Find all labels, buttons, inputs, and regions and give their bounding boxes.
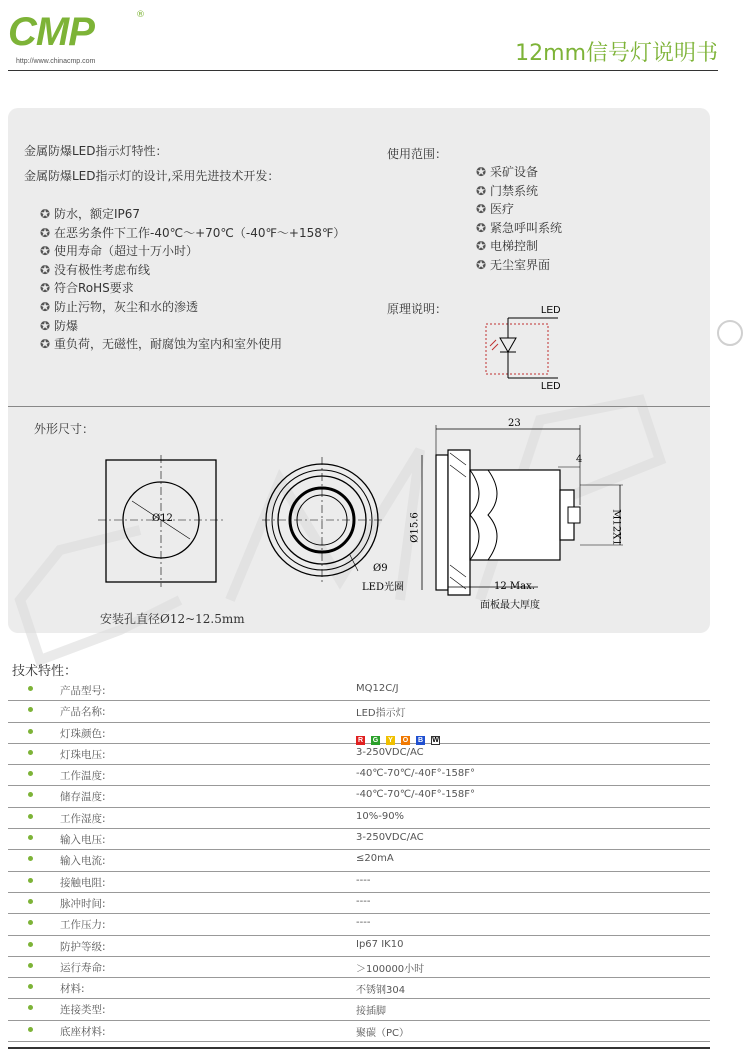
- spec-value: ----: [356, 917, 371, 929]
- bullet-dot-icon: [28, 984, 33, 989]
- spec-label: 防护等级:: [60, 940, 106, 953]
- feature-text: 符合RoHS要求: [54, 281, 134, 296]
- dimensions-title: 外形尺寸：: [34, 422, 95, 436]
- feature-text: 没有极性考虑布线: [54, 262, 151, 277]
- logo-url: http://www.chinacmp.com: [16, 58, 96, 65]
- usage-text: 采矿设备: [490, 165, 539, 179]
- bullet-dot-icon: [28, 771, 33, 776]
- cmp-logo: [8, 10, 148, 65]
- spec-value: ＞100000小时: [356, 963, 425, 975]
- spec-value: -40℃-70℃/-40F°-158F°: [356, 789, 476, 801]
- spec-row: [8, 723, 710, 744]
- spec-label: 脉冲时间:: [60, 897, 106, 910]
- spec-row: [8, 957, 710, 978]
- features-description: 金属防爆LED指示灯的设计,采用先进技术开发：: [24, 169, 280, 183]
- specs-title: 技术特性：: [12, 664, 78, 679]
- bullet-dot-icon: [28, 814, 33, 819]
- spec-value: 聚碳（PC）: [356, 1027, 410, 1039]
- feature-item: [40, 205, 140, 222]
- spec-label: 产品型号:: [60, 685, 106, 697]
- spec-label: 材料:: [60, 983, 85, 996]
- spec-label: 储存温度:: [60, 791, 106, 804]
- page-title: 12mm信号灯说明书: [515, 41, 718, 66]
- star-bullet-icon: ✪: [476, 239, 487, 254]
- spec-value: MQ12C/J: [356, 683, 399, 694]
- spec-row: [8, 744, 710, 765]
- color-swatch-g: G: [372, 736, 379, 744]
- dim-4-label: 4: [576, 454, 583, 465]
- spec-row: [8, 829, 710, 850]
- bullet-dot-icon: [28, 942, 33, 947]
- length-23-label: 23: [508, 418, 521, 429]
- bullet-dot-icon: [28, 899, 33, 904]
- usage-item: [476, 200, 514, 217]
- usage-text: 电梯控制: [490, 239, 539, 254]
- usage-item: [476, 256, 550, 273]
- spec-value: 10%-90%: [356, 810, 405, 822]
- feature-text: 在恶劣条件下工作-40℃～+70℃（-40℉～+158℉）: [54, 225, 346, 240]
- bullet-dot-icon: [28, 792, 33, 797]
- usage-text: 无尘室界面: [490, 258, 551, 272]
- spec-label: 底座材料:: [60, 1025, 106, 1038]
- star-bullet-icon: ✪: [40, 225, 51, 240]
- led-color-swatches: [356, 727, 446, 746]
- usage-item: [476, 219, 562, 236]
- led-ring-label: LED光圈: [362, 582, 404, 593]
- star-bullet-icon: ✪: [476, 202, 487, 217]
- spec-value: 不锈钢304: [356, 985, 406, 997]
- indicator-front-view: [262, 455, 387, 585]
- spec-value: 3-250VDC/AC: [356, 746, 424, 758]
- star-bullet-icon: ✪: [476, 165, 487, 179]
- spec-row: [8, 808, 710, 829]
- color-swatch-o: O: [402, 736, 409, 744]
- bullet-dot-icon: [28, 963, 33, 968]
- spec-value: LED指示灯: [356, 708, 406, 720]
- feature-text: 使用寿命（超过十万小时）: [54, 244, 199, 259]
- star-bullet-icon: ✪: [40, 318, 51, 333]
- bullet-dot-icon: [28, 1005, 33, 1010]
- spec-row: [8, 872, 710, 893]
- footer-divider: [8, 1047, 710, 1049]
- spec-label: 工作湿度:: [60, 812, 106, 825]
- spec-label: 灯珠颜色:: [60, 727, 106, 740]
- feature-text: 防止污物，灰尘和水的渗透: [54, 300, 199, 314]
- bullet-dot-icon: [28, 1027, 33, 1032]
- panel-thickness-label: 面板最大厚度: [480, 600, 540, 611]
- logo-registered-mark: ®: [136, 10, 145, 20]
- feature-item: [40, 317, 78, 334]
- section-divider: [8, 406, 710, 407]
- feature-text: 防水，额定IP67: [54, 207, 141, 221]
- bullet-dot-icon: [28, 707, 33, 712]
- usage-text: 医疗: [490, 202, 515, 217]
- spec-value: ----: [356, 895, 371, 907]
- spec-row: [8, 765, 710, 786]
- principle-title: 原理说明：: [387, 302, 448, 316]
- specs-table: [8, 680, 710, 1042]
- feature-item: [40, 261, 150, 278]
- star-bullet-icon: ✪: [40, 337, 51, 352]
- spec-value: -40℃-70℃/-40F°-158F°: [356, 768, 476, 780]
- spec-row: [8, 893, 710, 914]
- color-swatch-b: B: [417, 736, 424, 744]
- led-label-top: LED: [541, 305, 561, 316]
- color-swatch-w: W: [432, 736, 439, 744]
- bullet-dot-icon: [28, 878, 33, 883]
- phi12-label: Ø12: [152, 513, 173, 524]
- features-title: 金属防爆LED指示灯特性：: [24, 144, 168, 158]
- spec-row: [8, 680, 710, 701]
- color-swatch-y: Y: [386, 736, 395, 745]
- usage-title: 使用范围：: [387, 147, 448, 161]
- feature-item: [40, 298, 198, 315]
- spec-label: 连接类型:: [60, 1004, 106, 1017]
- feature-item: [40, 224, 345, 241]
- feature-item: [40, 335, 282, 352]
- bullet-dot-icon: [28, 920, 33, 925]
- spec-row: [8, 936, 710, 957]
- spec-label: 灯珠电压:: [60, 748, 106, 761]
- led-schematic-diagram: [480, 310, 560, 385]
- spec-label: 输入电压:: [60, 834, 106, 847]
- usage-item: [476, 163, 538, 180]
- star-bullet-icon: ✪: [40, 281, 51, 296]
- star-bullet-icon: ✪: [40, 244, 51, 259]
- feature-item: [40, 279, 134, 296]
- usage-text: 门禁系统: [490, 183, 539, 198]
- bullet-dot-icon: [28, 750, 33, 755]
- usage-text: 紧急呼叫系统: [490, 220, 563, 235]
- usage-item: [476, 237, 538, 254]
- feature-text: 重负荷，无磁性，耐腐蚀为室内和室外使用: [54, 337, 283, 352]
- star-bullet-icon: ✪: [40, 300, 51, 314]
- spec-label: 接触电阻:: [60, 876, 106, 889]
- spec-value: 3-250VDC/AC: [356, 832, 424, 844]
- color-swatch-r: R: [357, 736, 364, 744]
- phi9-label: Ø9: [373, 563, 388, 574]
- spec-label: 产品名称:: [60, 706, 106, 719]
- spec-value: Ip67 IK10: [356, 938, 404, 950]
- star-bullet-icon: ✪: [40, 262, 51, 277]
- spec-label: 运行寿命:: [60, 961, 106, 974]
- m12-label: M12X1: [610, 509, 622, 546]
- bullet-dot-icon: [28, 729, 33, 734]
- spec-value: ----: [356, 874, 371, 886]
- spec-row: [8, 701, 710, 722]
- spec-value: 接插脚: [356, 1006, 386, 1018]
- spec-row: [8, 999, 710, 1020]
- spec-value: ≤20mA: [356, 853, 394, 865]
- usage-item: [476, 182, 538, 199]
- phi15-label: Ø15.6: [409, 512, 421, 543]
- led-label-bottom: LED: [541, 381, 561, 392]
- spec-row: [8, 914, 710, 935]
- star-bullet-icon: ✪: [476, 220, 487, 235]
- header-divider: [8, 70, 718, 71]
- star-bullet-icon: ✪: [476, 258, 487, 272]
- feature-text: 防爆: [54, 318, 79, 333]
- logo-text: CMP: [8, 10, 94, 54]
- star-bullet-icon: ✪: [476, 183, 487, 198]
- bullet-dot-icon: [28, 856, 33, 861]
- spec-row: [8, 850, 710, 871]
- bullet-dot-icon: [28, 835, 33, 840]
- bullet-dot-icon: [28, 686, 33, 691]
- spec-row: [8, 1021, 710, 1042]
- spec-label: 输入电流:: [60, 855, 106, 868]
- star-bullet-icon: ✪: [40, 207, 51, 221]
- install-hole-note: 安装孔直径Ø12~12.5mm: [100, 612, 245, 626]
- feature-item: [40, 242, 198, 259]
- spec-label: 工作温度:: [60, 770, 106, 783]
- spec-row: [8, 978, 710, 999]
- spec-row: [8, 786, 710, 807]
- max12-label: 12 Max.: [494, 581, 535, 592]
- spec-label: 工作压力:: [60, 919, 106, 932]
